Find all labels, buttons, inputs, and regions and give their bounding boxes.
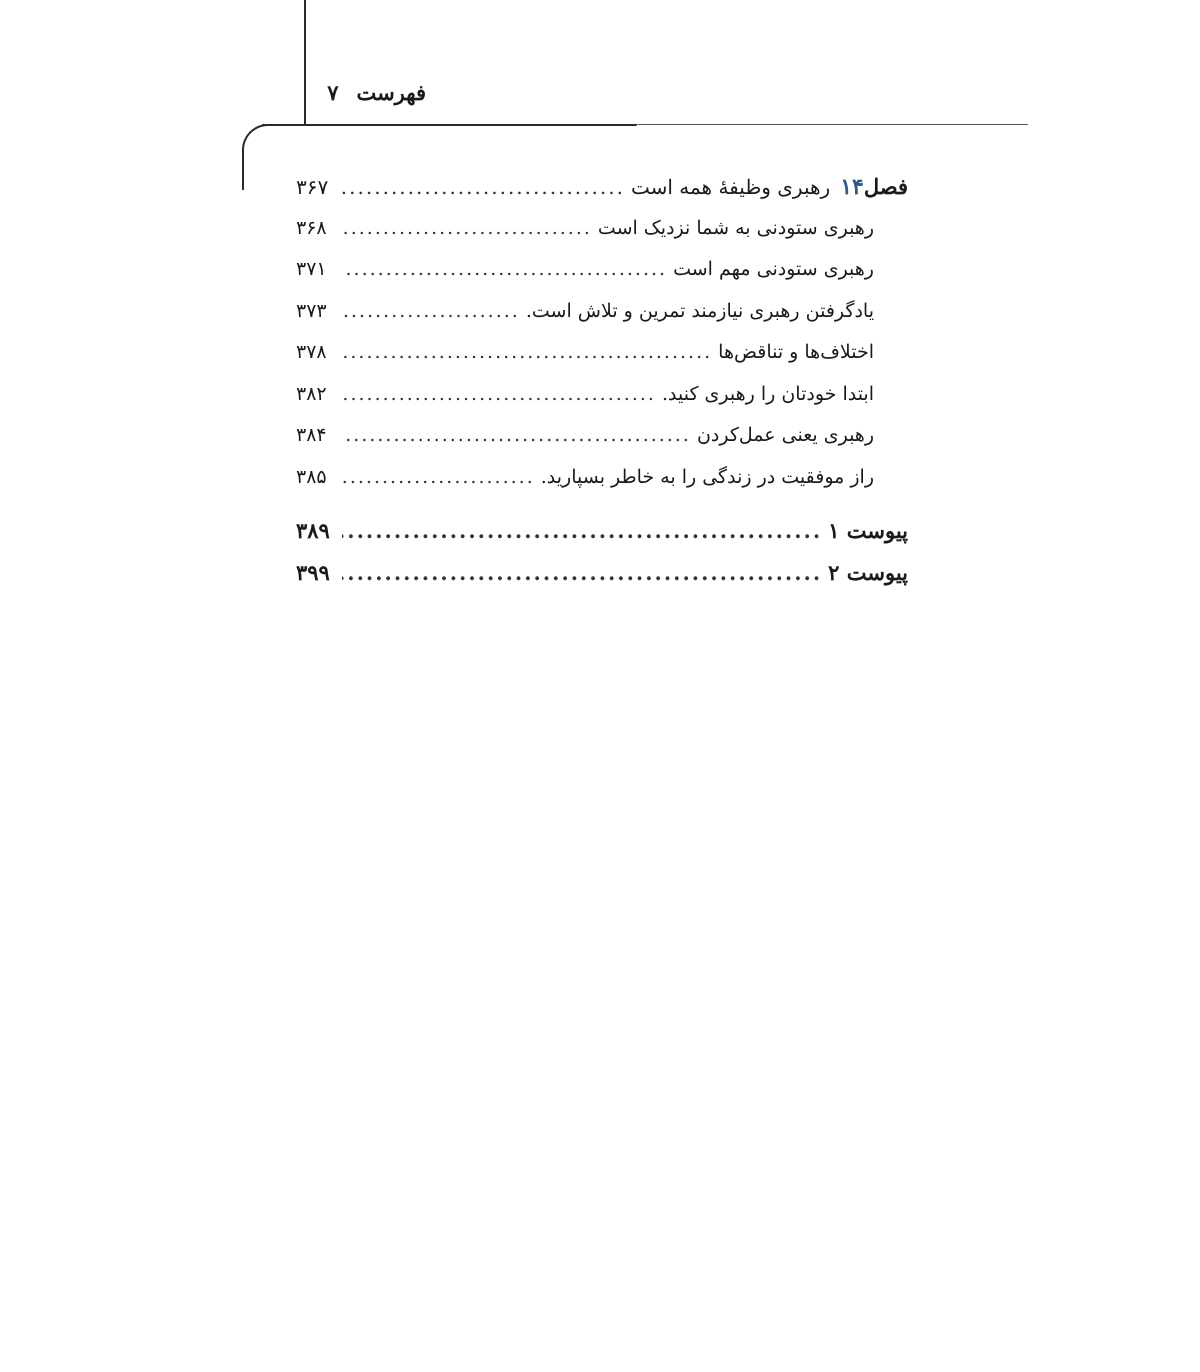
section-title: رهبری ستودنی مهم است [673,258,874,280]
section-title: ابتدا خودتان را رهبری کنید. [661,382,874,405]
chapter-page: ۳۶۷ [296,175,329,199]
section-title: رهبری یعنی عمل‌کردن [696,424,874,446]
dot-leader [342,332,712,374]
toc-appendix-entry[interactable] [296,510,908,552]
appendix-title: پیوست ۱ [828,518,908,543]
toc-chapter-entry[interactable] [296,166,908,208]
section-page: ۳۷۳ [296,299,327,322]
section-page: ۳۶۸ [296,216,327,239]
chapter-title: رهبری وظیفهٔ همه است [630,175,831,199]
toc-section-entry[interactable] [296,332,908,374]
dot-leader [342,510,822,552]
toc-appendix-entry[interactable] [296,552,908,594]
section-page: ۳۸۵ [296,465,327,488]
dot-leader [342,415,691,457]
frame-vertical-line [304,0,306,126]
appendix-title: پیوست ۲ [828,559,908,585]
toc-section-entry[interactable] [296,415,908,457]
section-page: ۳۸۲ [296,382,327,405]
toc-section-entry[interactable] [296,291,908,333]
dot-leader [342,291,520,333]
toc-section-entry[interactable] [296,374,908,416]
dot-leader [342,457,535,499]
appendix-page: ۳۹۹ [296,559,330,585]
section-title: یادگرفتن رهبری نیازمند تمرین و تلاش است. [525,299,874,322]
chapter-label: فصل [863,174,908,199]
toc-section-entry[interactable] [296,249,908,291]
chapter-number: ۱۴ [840,174,864,200]
toc-section-entry[interactable] [296,208,908,250]
section-page: ۳۷۱ [296,258,327,280]
running-header [316,76,426,108]
dot-leader [342,249,667,291]
table-of-contents [296,166,908,593]
header-title: فهرست [356,79,426,105]
frame-rounded-corner [242,124,272,154]
section-page: ۳۷۸ [296,341,327,363]
section-title: راز موفقیت در زندگی را به خاطر بسپارید. [540,465,874,488]
dot-leader [342,552,822,594]
spacer [296,498,908,510]
dot-leader [342,374,656,416]
section-page: ۳۸۴ [296,424,327,446]
header-page-number: ۷ [327,79,339,105]
chapter-heading [631,166,908,209]
toc-section-entry[interactable] [296,457,908,499]
section-title: رهبری ستودنی به شما نزدیک است [597,216,874,239]
section-title: اختلاف‌ها و تناقض‌ها [718,341,874,363]
dot-leader [342,208,592,250]
frame-horizontal-line-thin [638,124,1028,125]
appendix-page: ۳۸۹ [296,518,330,543]
frame-horizontal-line [262,124,634,126]
dot-leader [342,167,625,209]
frame-left-line [242,148,244,190]
